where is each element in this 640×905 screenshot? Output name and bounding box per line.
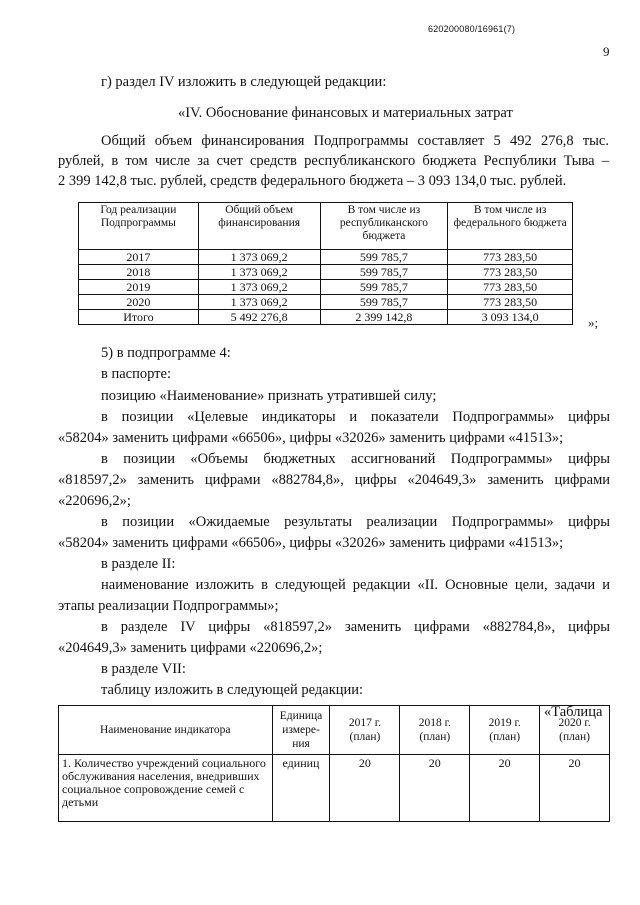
indicator-table-header: [59, 706, 610, 755]
cell: 2018: [79, 265, 199, 280]
cell: Итого: [79, 310, 199, 325]
indicator-table: [58, 705, 610, 822]
intro-line: г) раздел IV изложить в следующей редакции:: [101, 74, 387, 90]
body-line-14: в разделе IV цифры «818597,2» заменить цифрами «882784,8», цифры: [101, 619, 610, 635]
cell: 773 283,50: [448, 265, 573, 280]
body-line-10: «58204» заменить цифрами «66506», цифры «32026» заменить цифрами «41513»;: [58, 535, 564, 551]
cell: 773 283,50: [448, 295, 573, 310]
table-row: [59, 755, 610, 822]
cell: 2 399 142,8: [320, 310, 448, 325]
cell: 2020: [79, 295, 199, 310]
body-line-16: в разделе VII:: [101, 661, 186, 677]
header-2018: 2018 г. (план): [400, 706, 470, 755]
body-line-3: позицию «Наименование» признать утратившей силу;: [101, 388, 437, 404]
document-id: 620200080/16961(7): [428, 24, 516, 34]
paragraph-line-1: Общий объем финансирования Подпрограммы составляет 5 492 276,8 тыс.: [101, 133, 609, 149]
table-row: [79, 280, 573, 295]
cell: 599 785,7: [320, 265, 448, 280]
header-year: Год реализации Подпрограммы: [79, 203, 199, 250]
indicator-unit: единиц: [272, 755, 330, 822]
finance-table-header: [79, 203, 573, 250]
cell: 773 283,50: [448, 280, 573, 295]
body-line-13: этапы реализации Подпрограммы»;: [58, 598, 279, 614]
header-2019: 2019 г. (план): [470, 706, 540, 755]
cell: 599 785,7: [320, 295, 448, 310]
header-2017: 2017 г. (план): [330, 706, 400, 755]
header-unit: Единица измере-ния: [272, 706, 330, 755]
body-line-17: таблицу изложить в следующей редакции:: [101, 682, 364, 698]
body-line-7: «818597,2» заменить цифрами «882784,8», цифры «204649,3» заменить цифрами: [58, 472, 610, 488]
cell: 2017: [79, 250, 199, 265]
body-line-5: «58204» заменить цифрами «66506», цифры «32026» заменить цифрами «41513»;: [58, 430, 564, 446]
table-row: [79, 295, 573, 310]
cell: 1 373 069,2: [198, 295, 320, 310]
table-row: [79, 250, 573, 265]
header-federal: В том числе из федерального бюджета: [448, 203, 573, 250]
table-row-total: [79, 310, 573, 325]
cell: 1 373 069,2: [198, 265, 320, 280]
cell: 1 373 069,2: [198, 280, 320, 295]
cell: 1 373 069,2: [198, 250, 320, 265]
body-line-4: в позиции «Целевые индикаторы и показатели Подпрограммы» цифры: [101, 409, 610, 425]
body-line-6: в позиции «Объемы бюджетных ассигнований Подпрограммы» цифры: [101, 451, 610, 467]
indicator-value-2019: 20: [470, 755, 540, 822]
body-line-2: в паспорте:: [101, 366, 171, 382]
cell: 599 785,7: [320, 250, 448, 265]
cell: 773 283,50: [448, 250, 573, 265]
cell: 3 093 134,0: [448, 310, 573, 325]
table-label: «Таблица: [544, 704, 603, 720]
header-2020: 2020 г. (план): [540, 706, 610, 755]
cell: 599 785,7: [320, 280, 448, 295]
paragraph-line-2: рублей, в том числе за счет средств республиканского бюджета Республики Тыва –: [58, 153, 609, 169]
header-indicator-name: Наименование индикатора: [59, 706, 273, 755]
body-line-9: в позиции «Ожидаемые результаты реализации Подпрограммы» цифры: [101, 514, 610, 530]
paragraph-line-3: 2 399 142,8 тыс. рублей, средств федерального бюджета – 3 093 134,0 тыс. рублей.: [58, 173, 567, 189]
indicator-name: 1. Количество учреждений социального обслуживания населения, внедривших социальное сопровождение семей с детьми: [59, 755, 273, 822]
finance-table: [78, 202, 573, 325]
header-total: Общий объем финансирования: [198, 203, 320, 250]
page-number: 9: [603, 44, 610, 59]
section-title: «IV. Обоснование финансовых и материальных затрат: [178, 105, 513, 121]
indicator-value-2018: 20: [400, 755, 470, 822]
body-line-15: «204649,3» заменить цифрами «220696,2»;: [58, 640, 323, 656]
finance-table-closing: »;: [588, 315, 599, 330]
table-row: [79, 265, 573, 280]
header-republican: В том числе из республиканского бюджета: [320, 203, 448, 250]
body-line-12: наименование изложить в следующей редакции «II. Основные цели, задачи и: [101, 577, 610, 593]
cell: 2019: [79, 280, 199, 295]
body-line-8: «220696,2»;: [58, 493, 131, 509]
body-line-11: в разделе II:: [101, 556, 176, 572]
cell: 5 492 276,8: [198, 310, 320, 325]
indicator-value-2017: 20: [330, 755, 400, 822]
body-line-1: 5) в подпрограмме 4:: [101, 345, 231, 361]
indicator-value-2020: 20: [540, 755, 610, 822]
